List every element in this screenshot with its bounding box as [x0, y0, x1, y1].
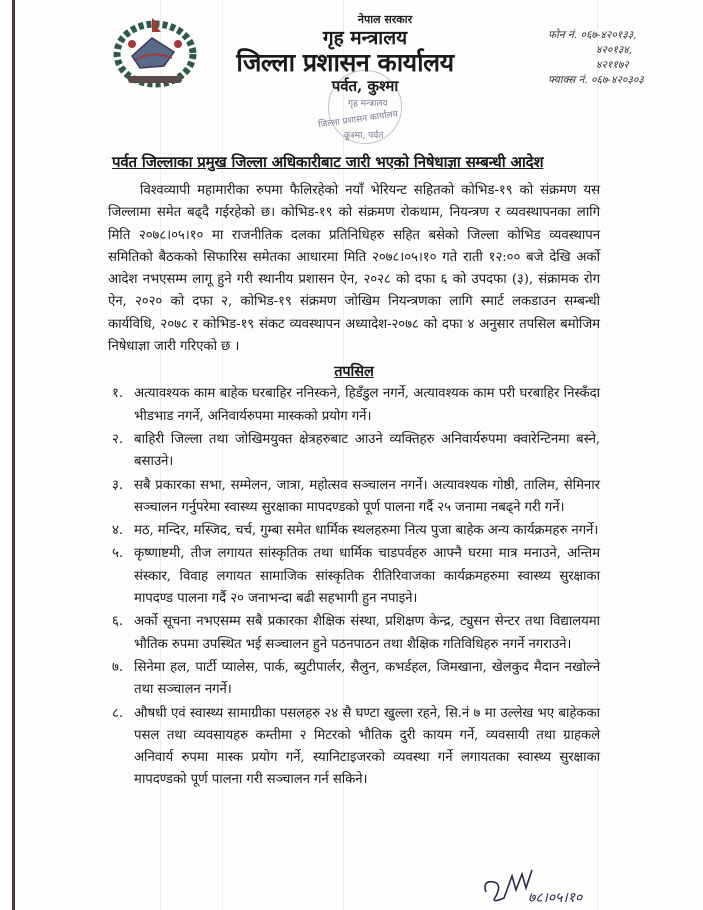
item-text: सिनेमा हल, पार्टी प्यालेस, पार्क, ब्युटीपार्लर, सैलुन, कभर्डहल, जिमखाना, खेलकुद मैदान नखोल्ने तथा सञ्चालन नगर्ने। [134, 659, 600, 698]
item-number: १. [112, 386, 123, 402]
list-item [108, 475, 600, 520]
phone-number: ४२०१३४, [596, 44, 633, 56]
intro-paragraph: विश्वव्यापी महामारीका रुपमा फैलिरहेको नयाँ भेरियन्ट सहितको कोभिड-१९ को संक्रमण यस जिल्लामा समेत बढ्दै गईरहेको छ। कोभिड-१९ को संक्रमण रोकथाम, नियन्त्रण र व्यवस्थापनका लागि मिति २०७८।०५।१० मा राजनीतिक दलका प्रतिनिधिहरु सहित बसेको जिल्ला कोभिड व्यवस्थापन समितिको बैठकको सिफारिस समेतका आधारमा मिति २०७८।०५।१० गते राती १२:०० बजे देखि अर्को आदेश नभएसम्म लागू हुने गरी स्थानीय प्रशासन ऐन, २०२८ को दफा ६ को उपदफा (३), संक्रामक रोग ऐन, २०२० को दफा २, कोभिड-१९ संक्रमण जोखिम नियन्त्रणका लागि स्मार्ट लकडाउन सम्बन्धी कार्यविधि, २०७८ र कोभिड-१९ संकट व्यवस्थापन अध्यादेश-२०७८ को दफा ४ अनुसार तपसिल बमोजिम निषेधाज्ञा जारी गरिएको छ । [108, 183, 600, 355]
document-title: पर्वत जिल्लाका प्रमुख जिल्ला अधिकारीबाट जारी भएको निषेधाज्ञा सम्बन्धी आदेश [112, 153, 544, 171]
document-body [108, 180, 600, 793]
item-text: मठ, मन्दिर, मस्जिद, चर्च, गुम्बा समेत धार्मिक स्थलहरुमा नित्य पुजा बाहेक अन्य कार्यक्रमहरु नगर्ने। [134, 523, 599, 539]
item-number: ५. [112, 546, 123, 562]
order-list [108, 383, 600, 791]
item-text: औषधी एवं स्वास्थ्य सामाग्रीका पसलहरु २४ सै घण्टा खुल्ला रहने, सि.नं ७ मा उल्लेख भए बाहेकका पसल तथा व्यवसायहरु कम्तीमा २ मिटरको भौतिक दुरी कायम गर्ने, व्यवसायी तथा ग्राहकले अनिवार्य रुपमा मास्क प्रयोग गर्ने, स्यानिटाइजरको व्यवस्था गर्ने लगायतका स्वास्थ्य सुरक्षाका मापदण्डको पूर्ण पालना गरी सञ्चालन गर्न सकिने। [134, 705, 600, 788]
item-text: सबै प्रकारका सभा, सम्मेलन, जात्रा, महोत्सव सञ्चालन नगर्ने। अत्यावश्यक गोष्ठी, तालिम, सेमिनार सञ्चालन गर्नुपरेमा स्वास्थ्य सुरक्षाका मापदण्डको पूर्ण पालना गर्दै २५ जनामा नबढ्ने गरी गर्ने। [134, 477, 600, 515]
signature-date: ७८।०५।१० [528, 890, 583, 906]
office-location: पर्वत, कुश्मा [331, 77, 399, 95]
item-text: अर्को सूचना नभएसम्म सबै प्रकारका शैक्षिक संस्था, प्रशिक्षण केन्द्र, ट्युसन सेन्टर तथा विद्यालयमा भौतिक रुपमा उपस्थित भई सञ्चालन हुने पठनपाठन तथा शैक्षिक गतिविधिहरु नगर्ने नगराउने। [134, 614, 600, 652]
item-text: कृष्णाष्टमी, तीज लगायत सांस्कृतिक तथा धार्मिक चाडपर्वहरु आफ्नै घरमा मात्र मनाउने, अन्तिम संस्कार, विवाह लगायत सामाजिक सांस्कृतिक रीतिरिवाजका कार्यक्रमहरुमा स्वास्थ्य सुरक्षाका मापदण्ड पालना गर्दै २० जनाभन्दा बढी सहभागी हुन नपाइने। [134, 546, 600, 607]
item-number: ६. [112, 614, 123, 630]
item-number: ७. [112, 659, 123, 675]
list-item [108, 520, 600, 542]
item-number: ८. [112, 705, 123, 721]
stamp-text: कुश्मा, पर्वत [344, 131, 384, 141]
page-edge-line [12, 0, 15, 910]
list-item [108, 611, 600, 656]
item-text: बाहिरी जिल्ला तथा जोखिमयुक्त क्षेत्रहरुबाट आउने व्यक्तिहरु अनिवार्यरुपमा क्वारेन्टिनमा बस्ने, बसाउने। [134, 431, 600, 470]
signature [478, 862, 608, 910]
phone-number: ४२११७२ [596, 59, 629, 71]
list-item [108, 543, 600, 610]
list-item [108, 429, 600, 474]
office-stamp [308, 82, 428, 148]
list-item [108, 657, 600, 702]
phone-number: फोन नं. ०६७-४२०१३३, [548, 29, 637, 41]
stamp-text: जिल्ला प्रशासन कार्यालय [317, 109, 399, 131]
list-item [108, 703, 600, 792]
item-number: ४. [112, 523, 123, 539]
item-number: ३. [112, 477, 123, 493]
tapasil-heading: तपसिल [334, 363, 374, 381]
ministry-name: गृह मन्त्रालय [322, 27, 408, 49]
contact-block [548, 28, 644, 88]
government-name: नेपाल सरकार [357, 13, 413, 26]
stamp-text: गृह मन्त्रालय [348, 99, 388, 109]
item-number: २. [112, 431, 123, 447]
item-text: अत्यावश्यक काम बाहेक घरबाहिर ननिस्कने, हिडँडुल नगर्ने, अत्यावश्यक काम परी घरबाहिर निस्कँदा भीडभाड नगर्ने, अनिवार्यरुपमा मास्कको प्रयोग गर्ने। [134, 386, 600, 424]
office-name: जिल्ला प्रशासन कार्यालय [236, 48, 454, 77]
fax-number: फ्याक्स नं. ०६७-४२०३०३ [548, 74, 644, 86]
list-item [108, 383, 600, 428]
